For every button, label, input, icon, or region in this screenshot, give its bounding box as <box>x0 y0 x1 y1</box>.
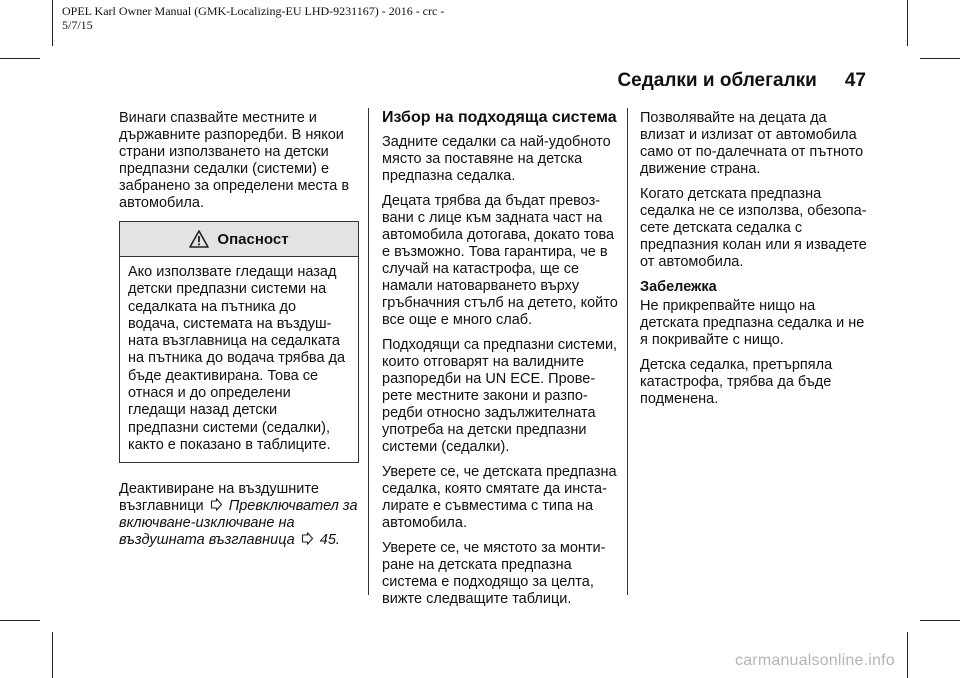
paragraph: Децата трябва да бъдат превоз-вани с лице към задната част на автомобила дотогава, докато това е възможно. Това гарантира, че в случай на катастрофа, ще се намали натоварването върху гръбначния стълб на детето, който все още е много слаб. <box>382 193 618 328</box>
danger-box <box>119 221 359 463</box>
column-2 <box>382 108 618 616</box>
print-meta <box>62 4 444 32</box>
watermark: carmanualsonline.info <box>735 652 895 669</box>
column-3 <box>640 110 870 416</box>
trim-mark <box>920 620 960 621</box>
trim-mark <box>52 632 53 678</box>
deactivation-paragraph <box>119 481 359 549</box>
trim-mark <box>0 58 40 59</box>
trim-mark <box>907 632 908 678</box>
paragraph: Детска седалка, претърпяла катастрофа, трябва да бъде подменена. <box>640 357 833 407</box>
trim-mark <box>52 0 53 46</box>
paragraph: Когато детската предпазна седалка не се използва, обезопа-сете детската седалка с предпазния колан или я извадете от автомобила. <box>640 186 867 270</box>
trim-mark <box>920 58 960 59</box>
section-heading: Избор на подходяща система <box>382 109 617 126</box>
trim-mark <box>907 0 908 46</box>
note-title: Забележка <box>640 279 717 295</box>
intro-paragraph: Винаги спазвайте местните и държавните разпоредби. В някои страни използването на детски предпазни седалки (системи) е забранено за определени места в автомобила. <box>119 110 350 211</box>
section-title: Седалки и облегалки <box>617 70 817 91</box>
paragraph: Задните седалки са най-удобното място за поставяне на детска предпазна седалка. <box>382 134 611 184</box>
print-meta-line2: 5/7/15 <box>62 18 93 32</box>
paragraph: Подходящи са предпазни системи, които отговарят на валидните разпоредби на UN ECE. Прове-рете местните закони и разпо-редби относно задължителната употреба на детски предпазни системи (седалки). <box>382 337 618 455</box>
note-text: Не прикрепвайте нищо на детската предпазна седалка и не я покривайте с нищо. <box>640 298 865 348</box>
paragraph: Уверете се, че мястото за монти-ране на детската предпазна система е подходящо за целта, вижте следващите таблици. <box>382 540 606 607</box>
danger-text: Ако използвате гледащи назад детски предпазни системи на седалката на пътника до водача, системата на въздуш-ната възглавница на седалката на пътника до водача трябва да бъде деактивирана. Това се отнася и до определени гледащи назад детски предпазни системи (седалки), както е показано в таблиците. <box>128 264 346 453</box>
print-meta-line1: OPEL Karl Owner Manual (GMK-Localizing-EU LHD-9231167) - 2016 - crc - <box>62 4 445 18</box>
warning-triangle-icon <box>189 230 209 248</box>
column-divider <box>627 108 628 595</box>
reference-arrow-icon <box>210 498 223 511</box>
column-divider <box>368 108 369 595</box>
page-number: 47 <box>844 70 866 91</box>
paragraph: Уверете се, че детската предпазна седалка, която смятате да инста-лирате е съвместима с типа на автомобила. <box>382 464 617 531</box>
danger-title: Опасност <box>217 230 289 248</box>
reference-arrow-icon <box>301 532 314 545</box>
deactivation-page-ref[interactable]: 45. <box>319 532 340 549</box>
paragraph: Позволявайте на децата да влизат и излизат от автомобила само от по-далечната от пътното движение страна. <box>640 110 864 177</box>
page-header <box>610 70 866 92</box>
deactivation-text: Деактивиране на въздушните възглавници <box>119 481 319 515</box>
column-1 <box>119 110 359 557</box>
trim-mark <box>0 620 40 621</box>
deactivation-reference-link[interactable]: Превключвател за включване-изключване на въздушната възглавница <box>119 498 358 549</box>
danger-header <box>120 222 358 257</box>
